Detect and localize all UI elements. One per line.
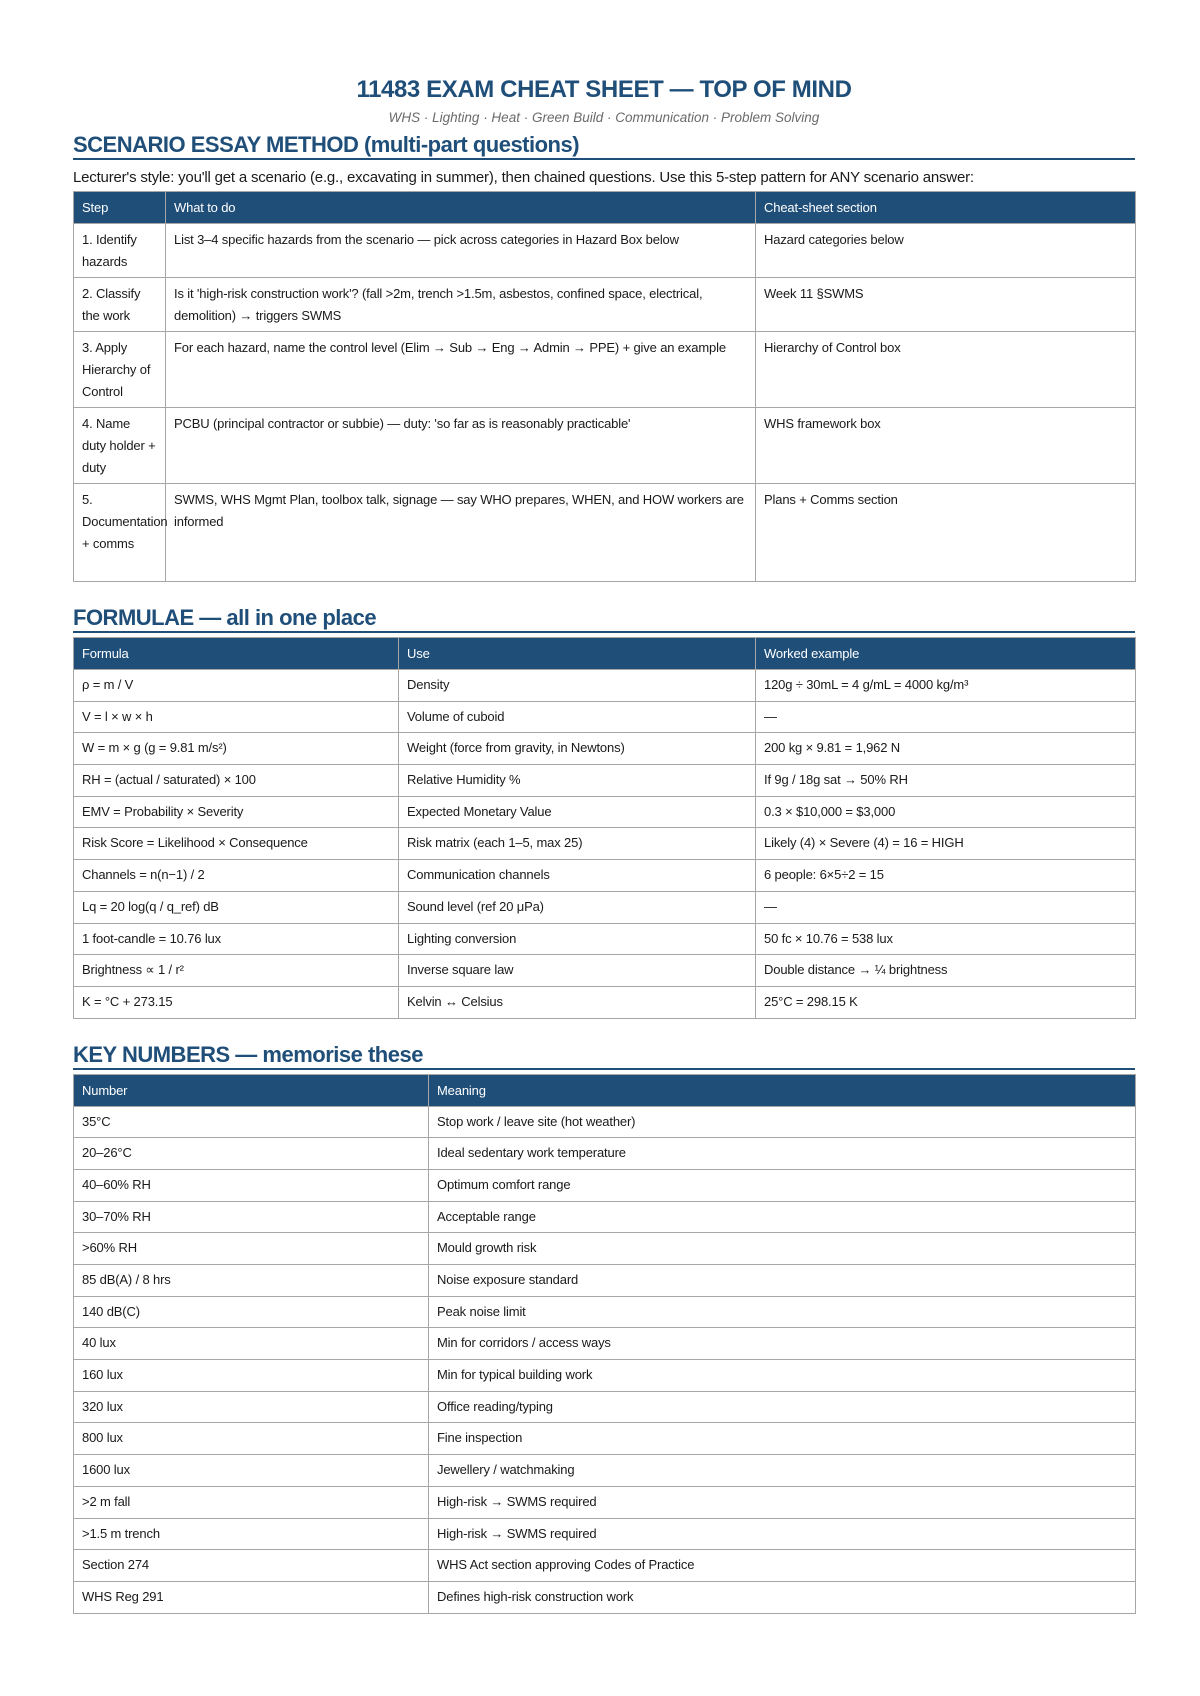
formula-cell: K = °C + 273.15: [74, 986, 399, 1018]
meaning-cell: Jewellery / watchmaking: [429, 1455, 1136, 1487]
number-cell: WHS Reg 291: [74, 1581, 429, 1613]
meaning-cell: Stop work / leave site (hot weather): [429, 1106, 1136, 1138]
table-row: [74, 796, 1136, 828]
use-cell: Weight (force from gravity, in Newtons): [399, 733, 756, 765]
use-cell: Density: [399, 670, 756, 702]
formula-cell: RH = (actual / saturated) × 100: [74, 765, 399, 797]
table-row: [74, 701, 1136, 733]
formula-cell: V = l × w × h: [74, 701, 399, 733]
meaning-cell: Noise exposure standard: [429, 1265, 1136, 1297]
table-row: [74, 765, 1136, 797]
number-cell: 1600 lux: [74, 1455, 429, 1487]
example-cell: 6 people: 6×5÷2 = 15: [756, 860, 1136, 892]
table-row: [74, 1423, 1136, 1455]
step-cell: 5. Documentation + comms: [74, 484, 166, 582]
formula-cell: Channels = n(n−1) / 2: [74, 860, 399, 892]
number-cell: 160 lux: [74, 1360, 429, 1392]
table-row: [74, 670, 1136, 702]
section-cell: Plans + Comms section: [756, 484, 1136, 582]
table-header-row: [74, 192, 1136, 224]
number-cell: >2 m fall: [74, 1486, 429, 1518]
number-cell: >1.5 m trench: [74, 1518, 429, 1550]
number-cell: 140 dB(C): [74, 1296, 429, 1328]
step-cell: 2. Classify the work: [74, 278, 166, 332]
table-header-row: [74, 638, 1136, 670]
column-header: Formula: [74, 638, 399, 670]
meaning-cell: WHS Act section approving Codes of Practice: [429, 1550, 1136, 1582]
table-header-row: [74, 1074, 1136, 1106]
example-cell: —: [756, 701, 1136, 733]
table-row: [74, 1265, 1136, 1297]
table-row: [74, 1391, 1136, 1423]
number-cell: 40 lux: [74, 1328, 429, 1360]
table-row: [74, 955, 1136, 987]
use-cell: Inverse square law: [399, 955, 756, 987]
table-row: [74, 332, 1136, 408]
meaning-cell: Mould growth risk: [429, 1233, 1136, 1265]
column-header: Use: [399, 638, 756, 670]
table-row: [74, 1455, 1136, 1487]
meaning-cell: High-risk → SWMS required: [429, 1486, 1136, 1518]
formulae-table: [73, 637, 1136, 1019]
example-cell: Likely (4) × Severe (4) = 16 = HIGH: [756, 828, 1136, 860]
use-cell: Expected Monetary Value: [399, 796, 756, 828]
scenario-intro: Lecturer's style: you'll get a scenario (e.g., excavating in summer), then chained questions. Use this 5-step pattern for ANY scenario answer:: [73, 169, 974, 186]
table-row: [74, 1550, 1136, 1582]
meaning-cell: Office reading/typing: [429, 1391, 1136, 1423]
key-numbers-table: [73, 1074, 1136, 1614]
section-cell: WHS framework box: [756, 408, 1136, 484]
table-row: [74, 224, 1136, 278]
meaning-cell: Fine inspection: [429, 1423, 1136, 1455]
formulae-section-heading: FORMULAE — all in one place: [73, 604, 1135, 633]
table-row: [74, 1518, 1136, 1550]
table-row: [74, 1138, 1136, 1170]
what-to-do-cell: List 3–4 specific hazards from the scenario — pick across categories in Hazard Box below: [166, 224, 756, 278]
example-cell: 50 fc × 10.76 = 538 lux: [756, 923, 1136, 955]
table-row: [74, 1169, 1136, 1201]
use-cell: Relative Humidity %: [399, 765, 756, 797]
number-cell: 800 lux: [74, 1423, 429, 1455]
formula-cell: Brightness ∝ 1 / r²: [74, 955, 399, 987]
column-header: What to do: [166, 192, 756, 224]
meaning-cell: High-risk → SWMS required: [429, 1518, 1136, 1550]
meaning-cell: Ideal sedentary work temperature: [429, 1138, 1136, 1170]
section-cell: Hierarchy of Control box: [756, 332, 1136, 408]
number-cell: 30–70% RH: [74, 1201, 429, 1233]
formula-cell: EMV = Probability × Severity: [74, 796, 399, 828]
section-cell: Hazard categories below: [756, 224, 1136, 278]
step-cell: 4. Name duty holder + duty: [74, 408, 166, 484]
example-cell: 120g ÷ 30mL = 4 g/mL = 4000 kg/m³: [756, 670, 1136, 702]
table-row: [74, 1201, 1136, 1233]
use-cell: Sound level (ref 20 μPa): [399, 891, 756, 923]
table-row: [74, 828, 1136, 860]
meaning-cell: Optimum comfort range: [429, 1169, 1136, 1201]
number-cell: 20–26°C: [74, 1138, 429, 1170]
formula-cell: Lq = 20 log(q / q_ref) dB: [74, 891, 399, 923]
example-cell: Double distance → ¼ brightness: [756, 955, 1136, 987]
scenario-section-heading: SCENARIO ESSAY METHOD (multi-part questions): [73, 131, 1135, 160]
what-to-do-cell: Is it 'high-risk construction work'? (fall >2m, trench >1.5m, asbestos, confined space, electrical, demolition) → triggers SWMS: [166, 278, 756, 332]
table-row: [74, 891, 1136, 923]
formula-cell: W = m × g (g = 9.81 m/s²): [74, 733, 399, 765]
key-numbers-section-heading: KEY NUMBERS — memorise these: [73, 1041, 1135, 1070]
table-row: [74, 484, 1136, 582]
number-cell: >60% RH: [74, 1233, 429, 1265]
number-cell: Section 274: [74, 1550, 429, 1582]
use-cell: Volume of cuboid: [399, 701, 756, 733]
table-row: [74, 1233, 1136, 1265]
use-cell: Communication channels: [399, 860, 756, 892]
number-cell: 40–60% RH: [74, 1169, 429, 1201]
meaning-cell: Acceptable range: [429, 1201, 1136, 1233]
scenario-method-table: [73, 191, 1136, 582]
table-row: [74, 1486, 1136, 1518]
number-cell: 35°C: [74, 1106, 429, 1138]
meaning-cell: Peak noise limit: [429, 1296, 1136, 1328]
table-row: [74, 408, 1136, 484]
page-title: 11483 EXAM CHEAT SHEET — TOP OF MIND: [356, 76, 852, 103]
column-header: Step: [74, 192, 166, 224]
formula-cell: ρ = m / V: [74, 670, 399, 702]
step-cell: 1. Identify hazards: [74, 224, 166, 278]
column-header: Cheat-sheet section: [756, 192, 1136, 224]
meaning-cell: Min for corridors / access ways: [429, 1328, 1136, 1360]
table-row: [74, 278, 1136, 332]
example-cell: 25°C = 298.15 K: [756, 986, 1136, 1018]
step-cell: 3. Apply Hierarchy of Control: [74, 332, 166, 408]
table-row: [74, 733, 1136, 765]
page-subtitle: WHS · Lighting · Heat · Green Build · Communication · Problem Solving: [388, 110, 820, 125]
table-row: [74, 1328, 1136, 1360]
column-header: Number: [74, 1074, 429, 1106]
column-header: Meaning: [429, 1074, 1136, 1106]
section-cell: Week 11 §SWMS: [756, 278, 1136, 332]
meaning-cell: Defines high-risk construction work: [429, 1581, 1136, 1613]
table-row: [74, 923, 1136, 955]
number-cell: 320 lux: [74, 1391, 429, 1423]
what-to-do-cell: For each hazard, name the control level (Elim → Sub → Eng → Admin → PPE) + give an example: [166, 332, 756, 408]
example-cell: —: [756, 891, 1136, 923]
what-to-do-cell: PCBU (principal contractor or subbie) — duty: 'so far as is reasonably practicable': [166, 408, 756, 484]
table-row: [74, 1296, 1136, 1328]
formula-cell: Risk Score = Likelihood × Consequence: [74, 828, 399, 860]
meaning-cell: Min for typical building work: [429, 1360, 1136, 1392]
formula-cell: 1 foot-candle = 10.76 lux: [74, 923, 399, 955]
table-row: [74, 1106, 1136, 1138]
table-row: [74, 1581, 1136, 1613]
use-cell: Risk matrix (each 1–5, max 25): [399, 828, 756, 860]
column-header: Worked example: [756, 638, 1136, 670]
page-content: [73, 74, 1135, 1614]
what-to-do-cell: SWMS, WHS Mgmt Plan, toolbox talk, signage — say WHO prepares, WHEN, and HOW workers are informed: [166, 484, 756, 582]
number-cell: 85 dB(A) / 8 hrs: [74, 1265, 429, 1297]
table-row: [74, 860, 1136, 892]
use-cell: Kelvin ↔ Celsius: [399, 986, 756, 1018]
example-cell: If 9g / 18g sat → 50% RH: [756, 765, 1136, 797]
table-row: [74, 986, 1136, 1018]
table-row: [74, 1360, 1136, 1392]
example-cell: 200 kg × 9.81 = 1,962 N: [756, 733, 1136, 765]
example-cell: 0.3 × $10,000 = $3,000: [756, 796, 1136, 828]
use-cell: Lighting conversion: [399, 923, 756, 955]
